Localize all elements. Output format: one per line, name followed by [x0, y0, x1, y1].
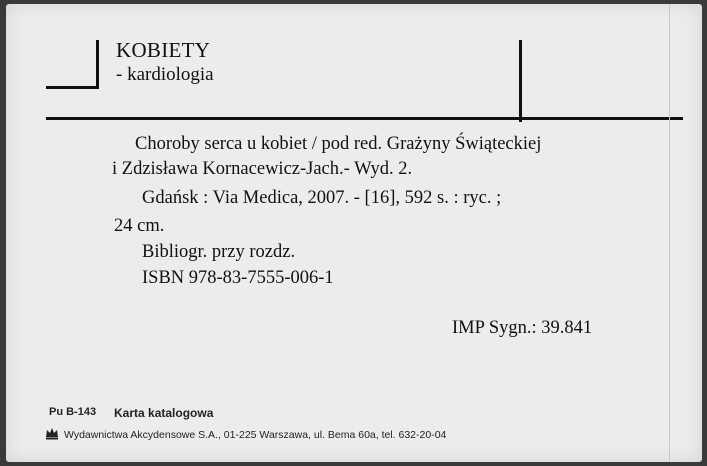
imprint-line-1: Gdańsk : Via Medica, 2007. - [16], 592 s. : ryc. ;: [142, 188, 502, 208]
title-line-1: Choroby serca u kobiet / pod red. Grażyny Świąteckiej: [135, 134, 542, 154]
imprint-line-2: 24 cm.: [114, 216, 165, 236]
vertical-rule: [519, 40, 522, 122]
bibliography-note: Bibliogr. przy rozdz.: [142, 242, 296, 262]
isbn: ISBN 978-83-7555-006-1: [142, 268, 334, 288]
publisher-line: Wydawnictwa Akcydensowe S.A., 01-225 Warszawa, ul. Bema 60a, tel. 632-20-04: [64, 429, 447, 441]
form-code: Pu B-143: [49, 406, 97, 418]
subject-subheading: - kardiologia: [116, 64, 214, 85]
card-edge-line: [669, 4, 670, 462]
horizontal-rule: [46, 117, 683, 120]
subject-heading: KOBIETY: [116, 38, 211, 62]
crown-logo-icon: [44, 425, 60, 441]
call-number: IMP Sygn.: 39.841: [452, 318, 593, 338]
title-line-2: i Zdzisława Kornacewicz-Jach.- Wyd. 2.: [112, 159, 413, 179]
catalog-card: [6, 4, 702, 462]
form-title: Karta katalogowa: [114, 406, 214, 420]
corner-mark: [46, 40, 99, 89]
